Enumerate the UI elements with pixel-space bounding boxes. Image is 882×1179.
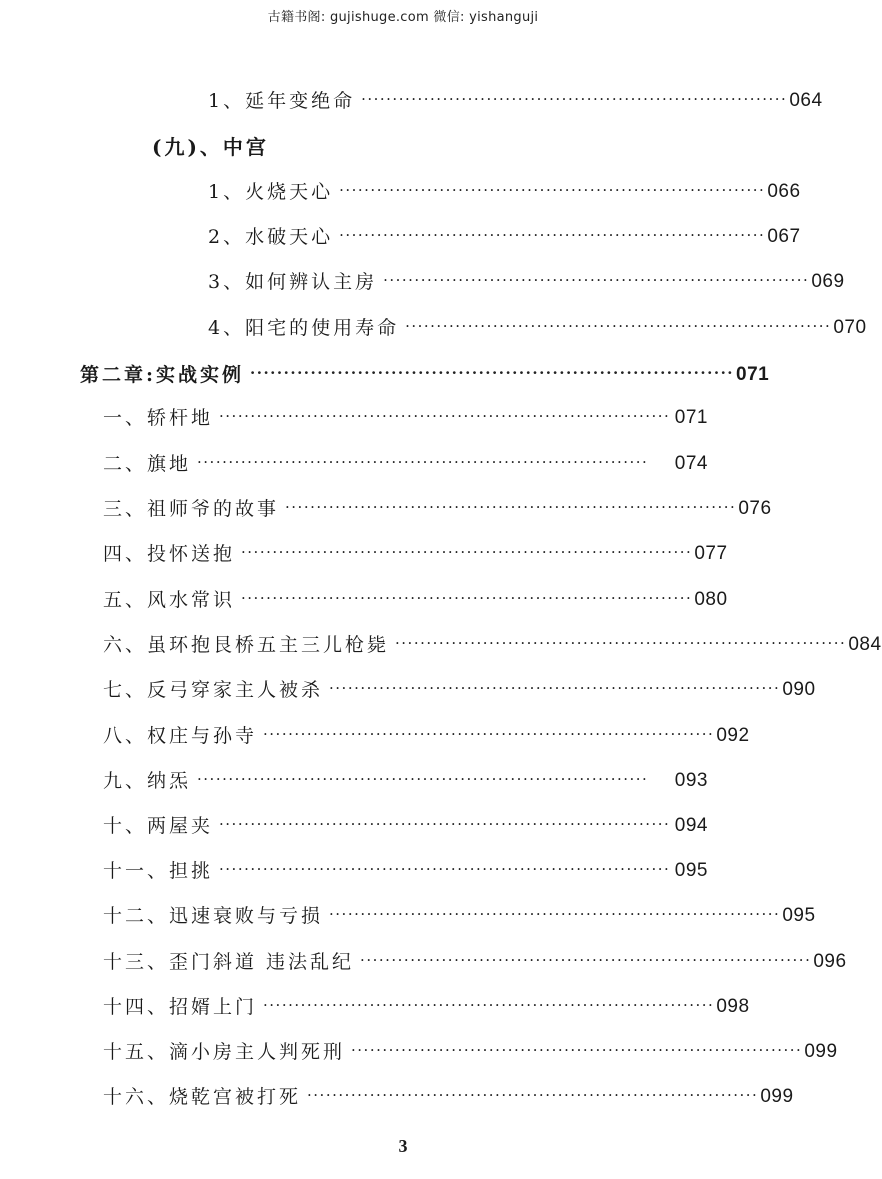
toc-entry [103,1037,838,1067]
dot-leader: ········································································ [219,860,671,878]
toc-entry [208,222,801,252]
dot-leader: ········································································ [263,996,715,1014]
toc-entry [103,992,750,1022]
dot-leader: ···································································· [405,317,832,335]
toc-entry [103,901,816,931]
toc-entry-page: 096 [813,951,847,972]
toc-entry-title: 九、纳炁 [103,770,192,792]
toc-entry-page: 067 [767,226,801,247]
toc-entry-title: 四、投怀送抱 [103,543,236,565]
toc-entry-page: 095 [674,860,708,881]
dot-leader: ········································································ [219,815,671,833]
toc-entry [208,313,867,343]
toc-entry-page: 084 [848,634,882,655]
toc-entry-page: 098 [716,996,750,1017]
toc-entry-title: 十一、担挑 [103,860,214,882]
toc-entry-title: 2、水破天心 [208,226,334,248]
dot-leader: ···································································· [383,271,810,289]
toc-entry [103,766,708,796]
toc-entry-page: 080 [694,589,728,610]
toc-entry-title: 十、两屋夹 [103,815,214,837]
toc-entry-page: 074 [674,453,708,474]
toc-entry-title: 十四、招婿上门 [103,996,258,1018]
toc-entry [103,630,882,660]
toc-entry-title: 3、如何辨认主房 [208,271,378,293]
toc-entry-title: 1、火烧天心 [208,181,334,203]
chapter-entry [80,360,770,390]
toc-entry-title: 一、轿杆地 [103,407,214,429]
dot-leader: ········································································ [329,679,781,697]
toc-entry [103,403,708,433]
dot-leader: ········································································ [219,407,671,425]
toc-entry [103,856,708,886]
chapter-title: 第二章:实战实例 [80,364,245,386]
toc-entry [103,494,772,524]
toc-entry [103,539,728,569]
toc-entry [103,1082,794,1112]
toc-entry [103,811,708,841]
toc-entry [208,86,823,116]
toc-entry-page: 095 [782,905,816,926]
toc-entry [208,177,801,207]
dot-leader: ········································································ [395,634,847,652]
dot-leader: ········································································ [241,589,693,607]
toc-entry-page: 077 [694,543,728,564]
dot-leader: ········································································ [263,725,715,743]
toc-entry-page: 071 [674,407,708,428]
toc-entry-page: 066 [767,181,801,202]
toc-entry-title: 1、延年变绝命 [208,90,356,112]
dot-leader: ···································································· [361,90,788,108]
toc-entry-page: 099 [760,1086,794,1107]
toc-entry-title: 十二、迅速衰败与亏损 [103,905,324,927]
dot-leader: ········································································ [351,1041,803,1059]
dot-leader: ········································································ [285,498,737,516]
dot-leader: ········································································ [360,951,812,969]
toc-entry-page: 076 [738,498,772,519]
dot-leader: ········································································ [197,453,649,471]
toc-entry-title: 六、虽环抱艮桥五主三儿枪毙 [103,634,390,656]
toc-entry [103,721,750,751]
dot-leader: ········································································ [307,1086,759,1104]
toc-entry-page: 069 [811,271,845,292]
dot-leader: ········································································ [197,770,649,788]
toc-entry-page: 099 [804,1041,838,1062]
toc-entry-page: 064 [789,90,823,111]
toc-entry-title: 二、旗地 [103,453,192,475]
dot-leader: ···································································· [339,181,766,199]
toc-entry-page: 070 [833,317,867,338]
toc-entry-title: 十六、烧乾宫被打死 [103,1086,302,1108]
toc-entry-title: 七、反弓穿家主人被杀 [103,679,324,701]
toc-entry-page: 094 [674,815,708,836]
dot-leader: ···································································· [339,226,766,244]
toc-entry-title: 十五、滴小房主人判死刑 [103,1041,346,1063]
toc-entry-title: 八、权庄与孙寺 [103,725,258,747]
toc-entry-title: 4、阳宅的使用寿命 [208,317,400,339]
section-heading: (九)、中宫 [152,135,269,159]
toc-entry-page: 093 [674,770,708,791]
toc-entry [208,267,845,297]
toc-entry-page: 090 [782,679,816,700]
toc-entry-page: 092 [716,725,750,746]
toc-entry [103,449,708,479]
chapter-page: 071 [736,364,770,385]
toc-entry [103,675,816,705]
dot-leader: ········································································ [329,905,781,923]
dot-leader: ········································································ [241,543,693,561]
page-number: 3 [398,1136,408,1156]
toc-entry-title: 三、祖师爷的故事 [103,498,280,520]
toc-entry-title: 五、风水常识 [103,589,236,611]
toc-entry [103,585,728,615]
toc-entry-title: 十三、歪门斜道 违法乱纪 [103,951,355,973]
toc-entry [103,947,847,977]
dot-leader: ········································································ [250,364,735,382]
watermark-text: 古籍书阁: gujishuge.com 微信: yishanguji [267,10,539,25]
